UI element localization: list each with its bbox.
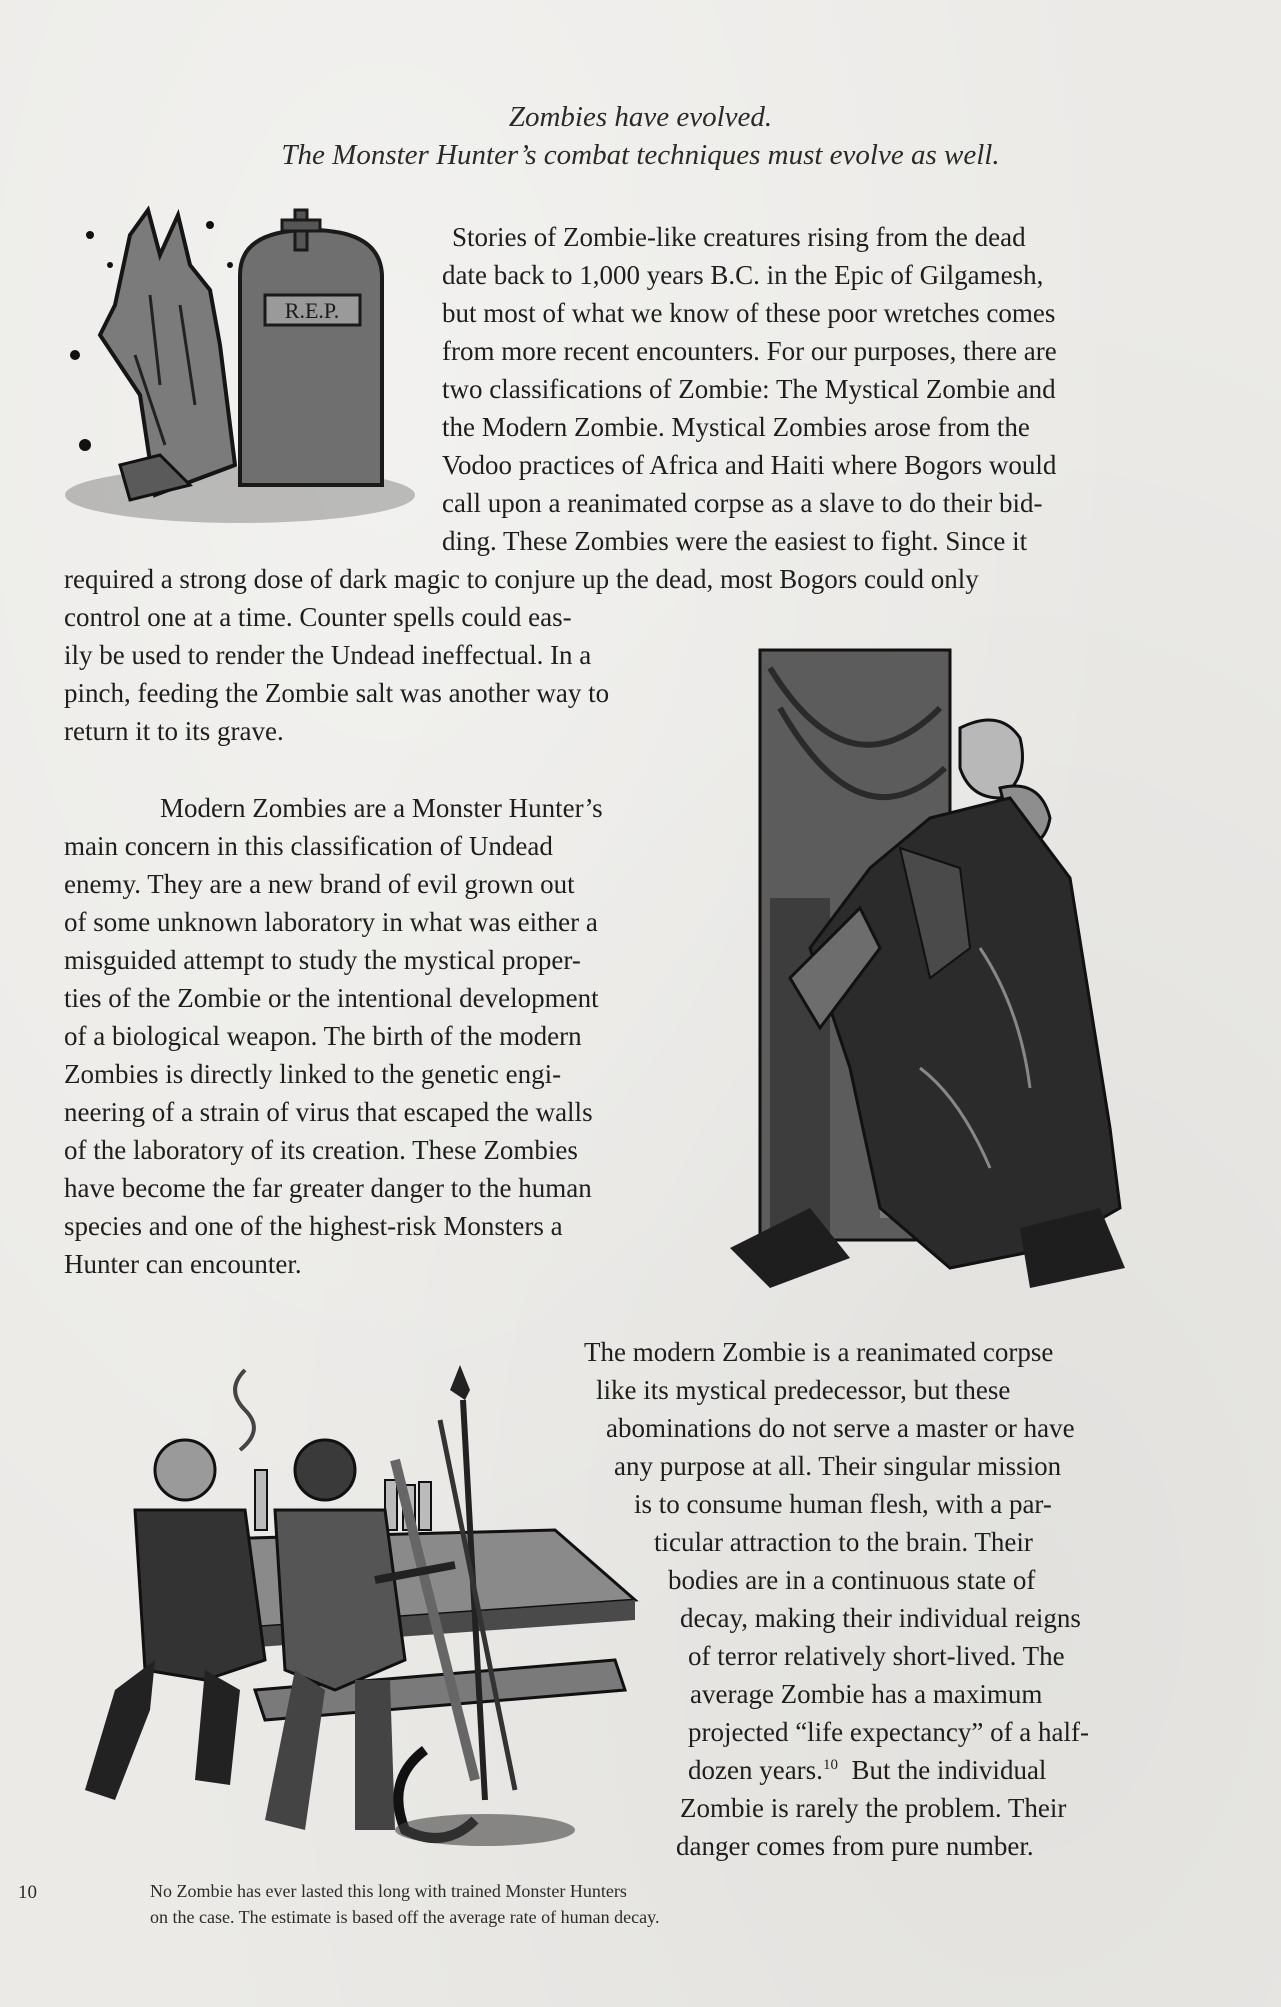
paragraph-2-line-1: Modern Zombies are a Monster Hunter’s: [160, 793, 603, 823]
footnote-marker: 10: [822, 1757, 838, 1773]
paragraph-2-line-13: Hunter can encounter.: [64, 1249, 302, 1279]
paragraph-2-line-2: main concern in this classification of Undead: [64, 831, 553, 861]
footnote-line-1: No Zombie has ever lasted this long with trained Monster Hunters: [150, 1881, 627, 1901]
paragraph-3-line-11: projected “life expectancy” of a half-: [688, 1717, 1090, 1747]
paragraph-2-line-11: have become the far greater danger to the human: [64, 1173, 592, 1203]
paragraph-1-line-9: ding. These Zombies were the easiest to fight. Since it: [442, 526, 1028, 556]
paragraph-3-line-10: average Zombie has a maximum: [690, 1679, 1043, 1709]
tagline-line-2: The Monster Hunter’s combat techniques must evolve as well.: [281, 139, 1000, 171]
paragraph-3-line-9: of terror relatively short-lived. The: [688, 1641, 1065, 1671]
paragraph-1-line-6: the Modern Zombie. Mystical Zombies arose from the: [442, 412, 1030, 442]
paragraph-1-line-1: Stories of Zombie-like creatures rising from the dead: [452, 222, 1026, 252]
paragraph-1-line-12: ily be used to render the Undead ineffectual. In a: [64, 640, 592, 670]
paragraph-3-line-5: is to consume human flesh, with a par-: [634, 1489, 1052, 1519]
paragraph-2-line-10: of the laboratory of its creation. These Zombies: [64, 1135, 578, 1165]
paragraph-1-line-4: from more recent encounters. For our purposes, there are: [442, 336, 1057, 366]
hunters-resting-illustration: [55, 1360, 645, 1860]
paragraph-3-line-12-spacer: [838, 1755, 852, 1785]
paragraph-2-line-4: of some unknown laboratory in what was either a: [64, 907, 598, 937]
paragraph-1-line-10: required a strong dose of dark magic to conjure up the dead, most Bogors could only: [64, 564, 979, 594]
paragraph-3-line-8: decay, making their individual reigns: [680, 1603, 1081, 1633]
paragraph-1-line-2: date back to 1,000 years B.C. in the Epic of Gilgamesh,: [442, 260, 1044, 290]
paragraph-2-line-7: of a biological weapon. The birth of the modern: [64, 1021, 582, 1051]
paragraph-1-line-7: Vodoo practices of Africa and Haiti where Bogors would: [442, 450, 1057, 480]
paragraph-2-line-5: misguided attempt to study the mystical proper-: [64, 945, 581, 975]
paragraph-3-line-2: like its mystical predecessor, but these: [596, 1375, 1011, 1405]
paragraph-1-line-13: pinch, feeding the Zombie salt was another way to: [64, 678, 610, 708]
paragraph-3-line-4: any purpose at all. Their singular mission: [614, 1451, 1062, 1481]
paragraph-1-line-14: return it to its grave.: [64, 716, 284, 746]
footnote-line-2: on the case. The estimate is based off the average rate of human decay.: [150, 1907, 660, 1927]
paragraph-3-line-1: The modern Zombie is a reanimated corpse: [584, 1337, 1054, 1367]
paragraph-1-line-3: but most of what we know of these poor wretches comes: [442, 298, 1056, 328]
paragraph-3-line-6: ticular attraction to the brain. Their: [654, 1527, 1033, 1557]
paragraph-3-line-12-continuation: But the individual: [851, 1755, 1047, 1785]
paragraph-1-line-5: two classifications of Zombie: The Mystical Zombie and: [442, 374, 1056, 404]
paragraph-3-line-13: Zombie is rarely the problem. Their: [680, 1793, 1067, 1823]
zombie-attack-illustration: [730, 648, 1130, 1298]
paragraph-2-line-6: ties of the Zombie or the intentional development: [64, 983, 599, 1013]
paragraph-2-line-12: species and one of the highest-risk Monsters a: [64, 1211, 563, 1241]
paragraph-3-line-3: abominations do not serve a master or have: [606, 1413, 1075, 1443]
paragraph-2-line-9: neering of a strain of virus that escaped the walls: [64, 1097, 593, 1127]
paragraph-3-line-12: [688, 1751, 1046, 1789]
page-number: 10: [18, 1882, 37, 1903]
paragraph-2-line-8: Zombies is directly linked to the genetic engi-: [64, 1059, 562, 1089]
paragraph-2-line-3: enemy. They are a new brand of evil grown out: [64, 869, 575, 899]
tagline-line-1: Zombies have evolved.: [508, 101, 773, 133]
paragraph-3-line-12-text: dozen years.: [688, 1755, 823, 1785]
paragraph-3-line-7: bodies are in a continuous state of: [668, 1565, 1036, 1595]
zombie-hand-tombstone-illustration: [60, 205, 430, 525]
tombstone-inscription: R.E.P.: [284, 298, 340, 323]
paragraph-3-line-14: danger comes from pure number.: [676, 1831, 1034, 1861]
paragraph-1-line-11: control one at a time. Counter spells could eas-: [64, 602, 572, 632]
paragraph-1-line-8: call upon a reanimated corpse as a slave to do their bid-: [442, 488, 1043, 518]
